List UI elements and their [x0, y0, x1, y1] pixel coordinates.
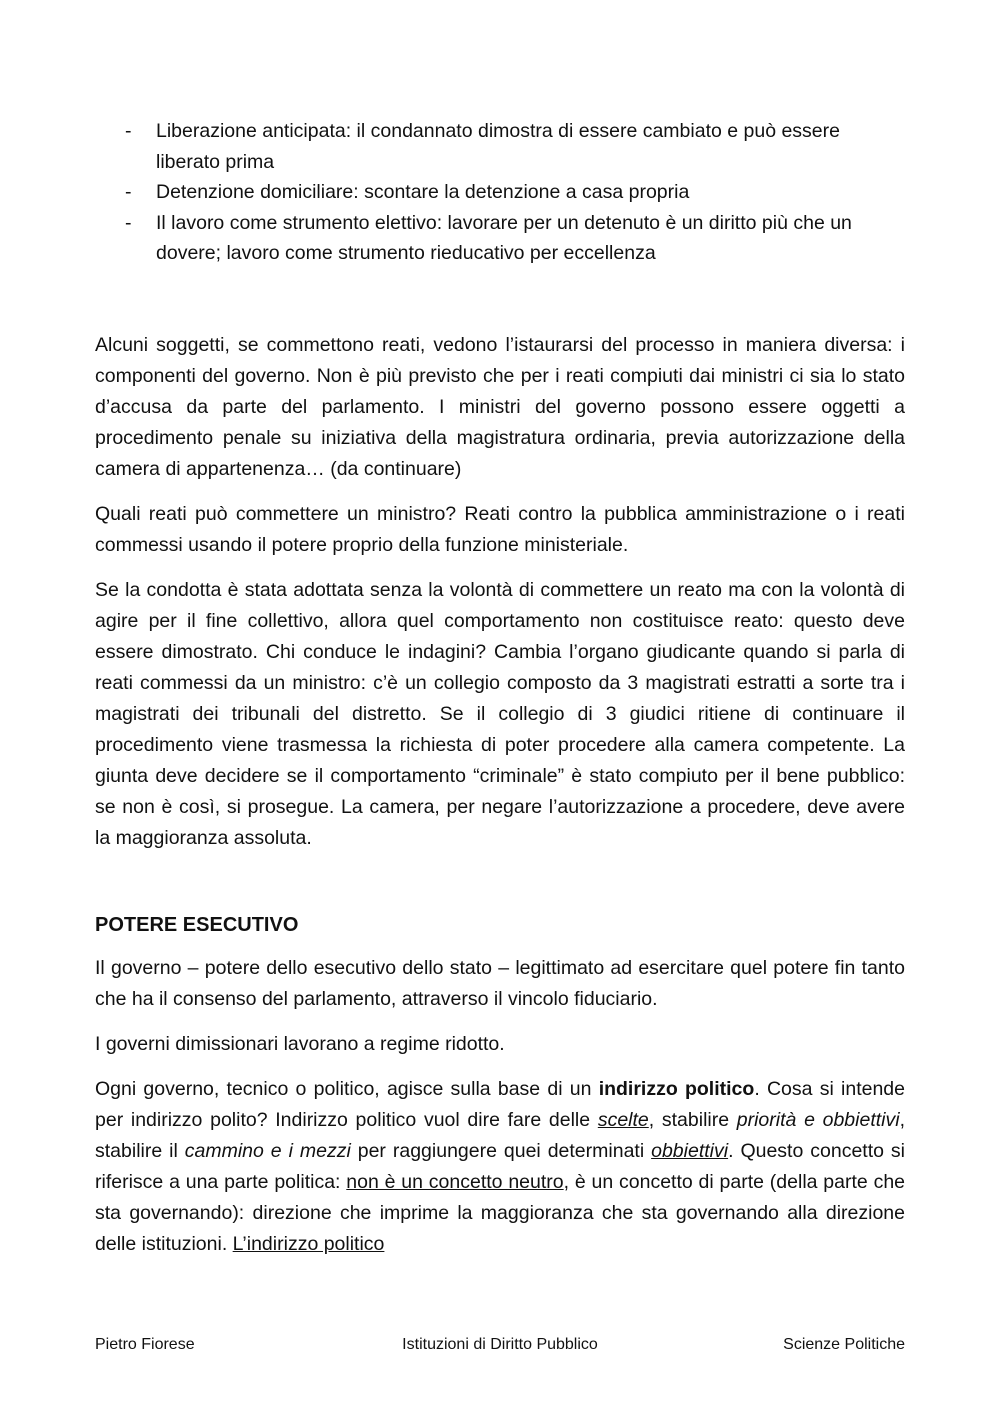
- list-item-text: Detenzione domiciliare: scontare la detenzione a casa propria: [156, 181, 690, 203]
- list-item-text: Liberazione anticipata: il condannato dimostra di essere cambiato e può essere liberato prima: [156, 120, 840, 173]
- list-item: [95, 208, 905, 269]
- page-body: [95, 116, 905, 1274]
- bullet-dash: -: [125, 181, 132, 203]
- underlined-term: L’indirizzo politico: [232, 1232, 385, 1255]
- text-run: per raggiungere quei determinati: [350, 1139, 652, 1162]
- paragraph-political-direction: [95, 1074, 905, 1260]
- text-run: . Questo concetto si riferisce a una parte politica:: [95, 1139, 905, 1193]
- footer-author: Pietro Fiorese: [95, 1336, 195, 1353]
- bold-term: indirizzo politico: [598, 1077, 755, 1100]
- underlined-term: non è un concetto neutro: [346, 1170, 564, 1193]
- paragraph-resigning-governments: I governi dimissionari lavorano a regime ridotto.: [95, 1032, 505, 1055]
- list-item: [95, 177, 905, 208]
- bullet-dash: -: [125, 120, 132, 142]
- emphasis-term: priorità e obbiettivi: [736, 1108, 900, 1131]
- paragraph-ministers-process: Alcuni soggetti, se commettono reati, vedono l’istaurarsi del processo in maniera diversa: i componenti del governo. Non è più previsto che per i reati compiuti dai ministri ci sia lo stato d’accusa da parte del parlamento. I ministri del governo possono essere oggetti a procedimento penale su iniziativa della magistratura ordinaria, previa autorizzazione della camera di appartenenza… (da continuare): [95, 333, 905, 480]
- emphasis-term: obbiettivi: [651, 1139, 729, 1162]
- bullet-dash: -: [125, 211, 132, 234]
- list-item: [95, 116, 905, 177]
- emphasis-term: scelte: [597, 1108, 649, 1131]
- text-run: . Cosa si intende per indirizzo polito? Indirizzo politico vuol dire fare delle: [95, 1077, 905, 1131]
- footer-faculty: Scienze Politiche: [783, 1336, 905, 1353]
- text-run: , è un concetto di parte (della parte che sta governando): direzione che imprime la maggioranza che sta governando alla direzione delle istituzioni.: [95, 1170, 906, 1255]
- emphasis-term: cammino e i mezzi: [184, 1139, 351, 1162]
- text-run: , stabilire: [648, 1108, 737, 1131]
- page-footer: [95, 1333, 905, 1357]
- text-run: , stabilire il: [95, 1108, 905, 1162]
- text-run: Ogni governo, tecnico o politico, agisce sulla base di un: [95, 1077, 599, 1100]
- section-heading: POTERE ESECUTIVO: [95, 913, 299, 936]
- paragraph-government-power: Il governo – potere dello esecutivo dello stato – legittimato ad esercitare quel potere fin tanto che ha il consenso del parlamento, attraverso il vincolo fiduciario.: [95, 956, 905, 1010]
- bullet-list: [95, 116, 905, 269]
- footer-course: Istituzioni di Diritto Pubblico: [402, 1336, 598, 1353]
- paragraph-ministers-crimes: Quali reati può commettere un ministro? Reati contro la pubblica amministrazione o i reati commessi usando il potere proprio della funzione ministeriale.: [95, 502, 905, 556]
- list-item-text: Il lavoro come strumento elettivo: lavorare per un detenuto è un diritto più che un dovere; lavoro come strumento rieducativo per eccellenza: [156, 211, 852, 264]
- paragraph-investigation: Se la condotta è stata adottata senza la volontà di commettere un reato ma con la volontà di agire per il fine collettivo, allora quel comportamento non costituisce reato: questo deve essere dimostrato. Chi conduce le indagini? Cambia l’organo giudicante quando si parla di reati commessi da un ministro: c’è un collegio composto da 3 magistrati estratti a sorte tra i magistrati dei tribunali del distretto. Se il collegio di 3 giudici ritiene di continuare il procedimento viene trasmessa la richiesta di poter procedere alla camera competente. La giunta deve decidere se il comportamento “criminale” è stato compiuto per il bene pubblico: se non è così, si prosegue. La camera, per negare l’autorizzazione a procedere, deve avere la maggioranza assoluta.: [95, 578, 905, 849]
